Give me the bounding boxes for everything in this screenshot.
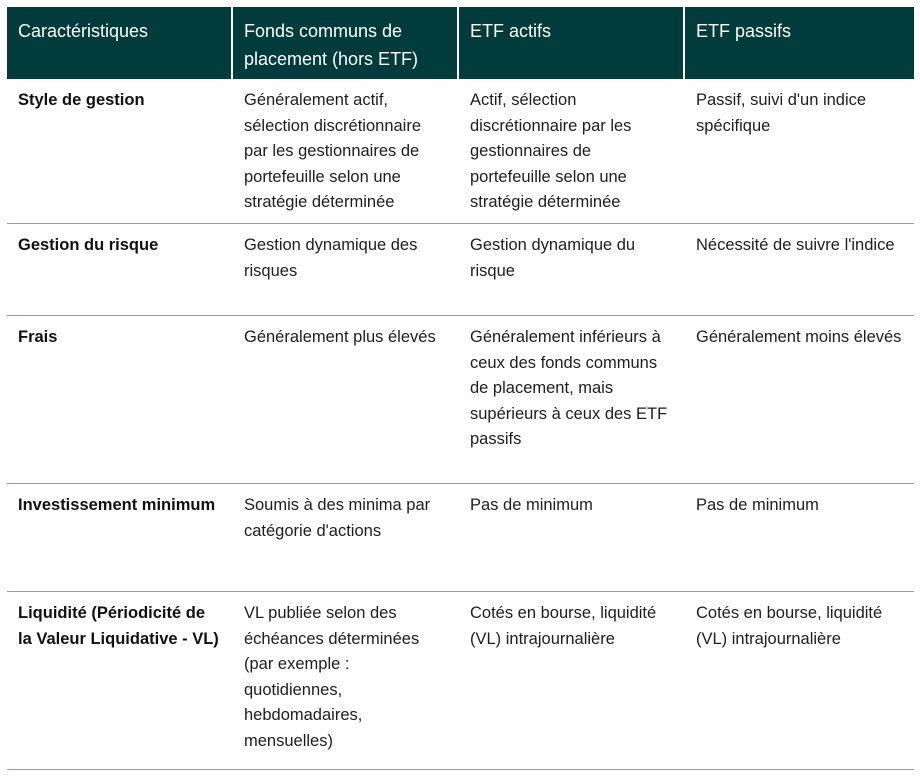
table-row-risk-management bbox=[7, 224, 914, 316]
row-label: Liquidité (Périodicité de la Valeur Liquidative - VL) bbox=[18, 604, 219, 648]
cell-active-etf: Gestion dynamique du risque bbox=[470, 236, 636, 280]
header-characteristics: Caractéristiques bbox=[7, 7, 233, 79]
table-row-fees bbox=[7, 316, 914, 484]
table-row-liquidity bbox=[7, 592, 914, 770]
cell-active-etf: Cotés en bourse, liquidité (VL) intrajournalière bbox=[470, 604, 657, 648]
header-mutual-funds: Fonds communs de placement (hors ETF) bbox=[233, 7, 459, 79]
cell-passive-etf: Généralement moins élevés bbox=[696, 328, 902, 346]
cell-passive-etf: Passif, suivi d'un indice spécifique bbox=[696, 91, 867, 135]
table-header bbox=[7, 7, 914, 79]
row-label: Style de gestion bbox=[18, 91, 145, 109]
table-row-minimum-investment bbox=[7, 484, 914, 592]
cell-passive-etf: Nécessité de suivre l'indice bbox=[696, 236, 895, 254]
cell-mutual-funds: Gestion dynamique des risques bbox=[244, 236, 418, 280]
comparison-table bbox=[7, 7, 914, 770]
row-label: Investissement minimum bbox=[18, 496, 216, 514]
header-passive-etf: ETF passifs bbox=[696, 21, 792, 41]
cell-active-etf: Actif, sélection discrétionnaire par les gestionnaires de portefeuille selon une stratégie déterminée bbox=[470, 91, 632, 211]
header-active-etf: ETF actifs bbox=[459, 7, 685, 79]
cell-active-etf: Généralement inférieurs à ceux des fonds communs de placement, mais supérieurs à ceux des ETF passifs bbox=[470, 328, 668, 448]
cell-passive-etf: Cotés en bourse, liquidité (VL) intrajournalière bbox=[696, 604, 883, 648]
cell-mutual-funds: Soumis à des minima par catégorie d'actions bbox=[244, 496, 431, 540]
cell-mutual-funds: Généralement actif, sélection discrétionnaire par les gestionnaires de portefeuille selon une stratégie déterminée bbox=[244, 91, 422, 211]
cell-active-etf: Pas de minimum bbox=[470, 496, 593, 514]
table-row-management-style bbox=[7, 79, 914, 224]
cell-mutual-funds: Généralement plus élevés bbox=[244, 328, 436, 346]
cell-mutual-funds: VL publiée selon des échéances déterminées (par exemple : quotidiennes, hebdomadaires, mensuelles) bbox=[244, 604, 420, 750]
row-label: Frais bbox=[18, 328, 58, 346]
cell-passive-etf: Pas de minimum bbox=[696, 496, 819, 514]
row-label: Gestion du risque bbox=[18, 236, 159, 254]
